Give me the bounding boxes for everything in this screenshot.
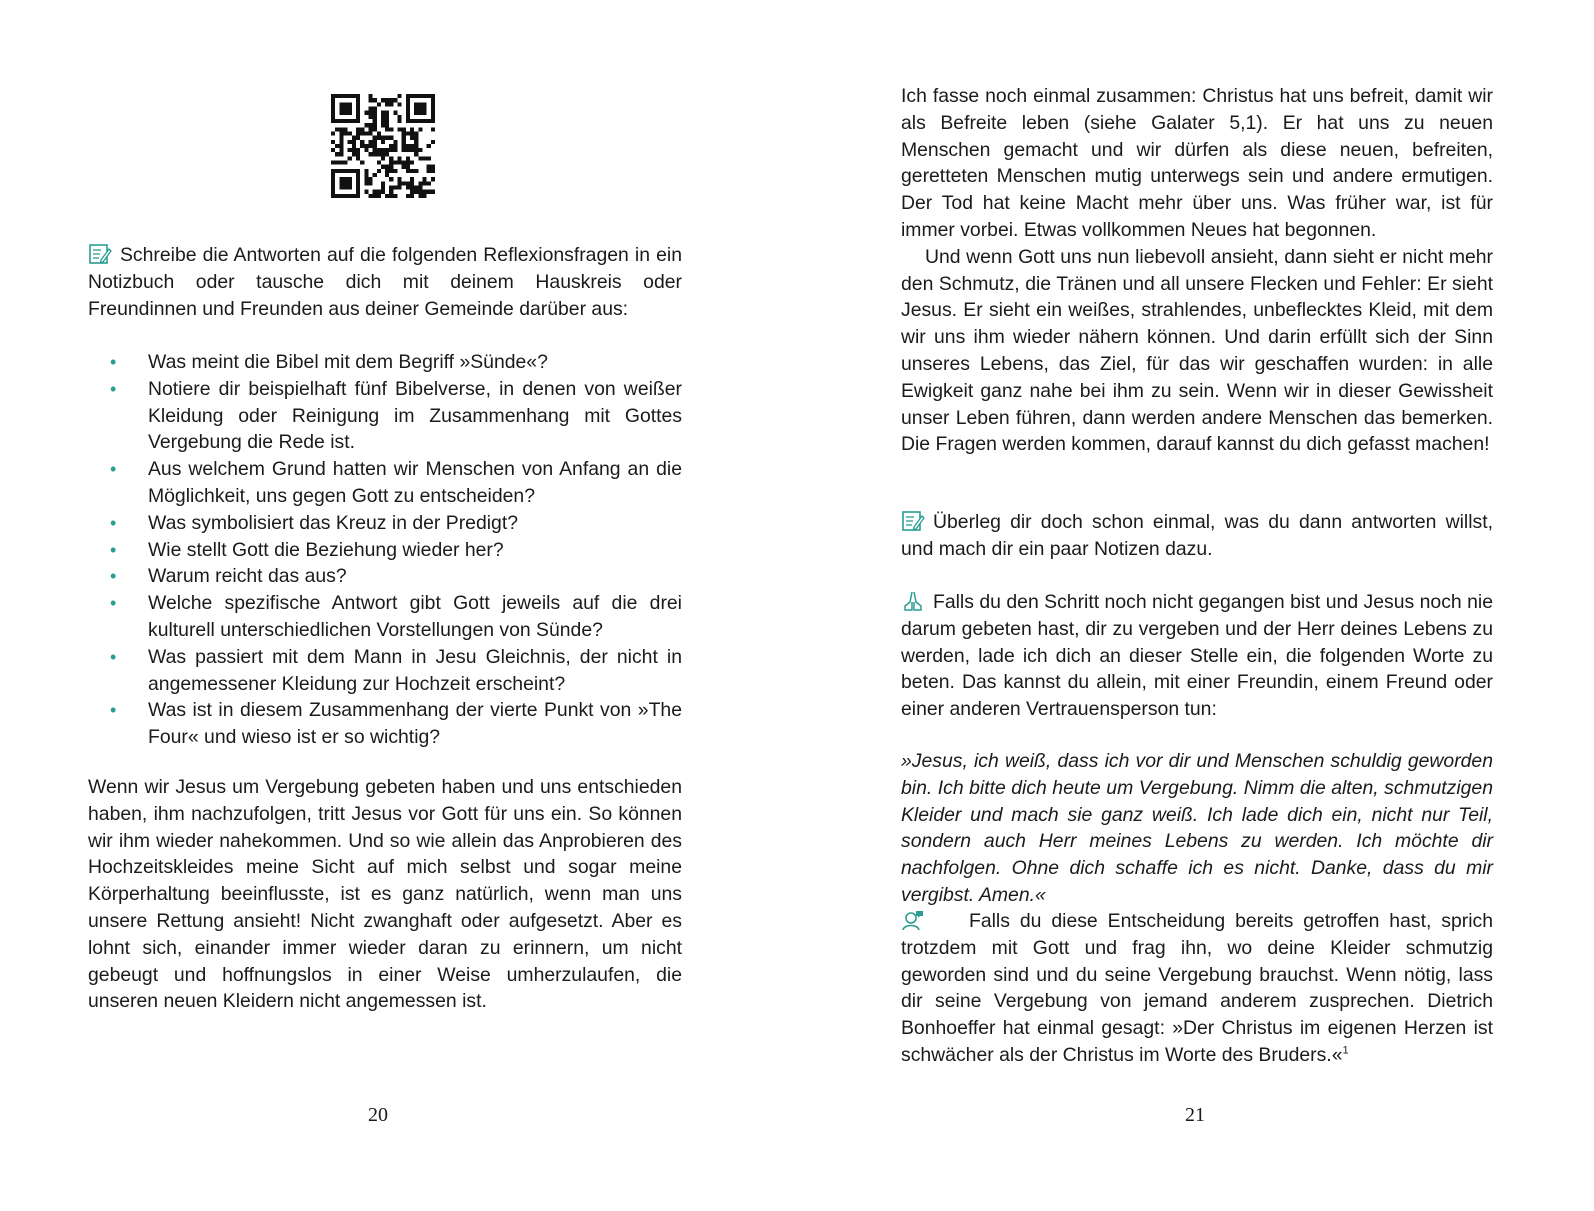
conversation-person-icon bbox=[901, 909, 925, 931]
question-list bbox=[88, 349, 682, 751]
bullet-dot-icon: • bbox=[110, 539, 117, 560]
question-text: Was ist in diesem Zusammenhang der vierte Punkt von »The Four« und wieso ist er so wichtig? bbox=[148, 699, 682, 749]
question-item bbox=[88, 510, 682, 537]
bullet-dot-icon: • bbox=[110, 459, 117, 480]
question-text: Was passiert mit dem Mann in Jesu Gleichnis, der nicht in angemessener Kleidung zur Hochzeit erscheint? bbox=[148, 645, 682, 695]
question-item bbox=[88, 537, 682, 564]
final-paragraph-block bbox=[901, 908, 1493, 1069]
prayer-text: »Jesus, ich weiß, dass ich vor dir und Menschen schuldig geworden bin. Ich bitte dich heute um Vergebung. Nimm die alten, schmutzigen Kleider und mach sie ganz weiß. Ich lade dich ein, nicht nur Teil, sondern auch Herr meines Lebens zu werden. Ich möchte dir nachfolgen. Ohne dich schaffe ich es nicht. Danke, dass du mir vergibst. Amen.« bbox=[901, 750, 1493, 906]
reflection-intro bbox=[88, 242, 682, 322]
note-prompt bbox=[901, 509, 1493, 563]
final-paragraph-text: Falls du diese Entscheidung bereits getroffen hast, sprich trotzdem mit Gott und frag ihn, wo deine Kleider schmutzig geworden sind und du seine Vergebung brauchst. Wenn nötig, lass dir seine Vergebung von jemand anderem zusprechen. Dietrich Bonhoeffer hat einmal gesagt: »Der Christus im eigenen Herzen ist schwächer als der Christus im Worte des Bruders.« bbox=[901, 910, 1493, 1066]
question-item bbox=[88, 563, 682, 590]
bullet-dot-icon: • bbox=[110, 700, 117, 721]
bullet-dot-icon: • bbox=[110, 512, 117, 533]
note-text: Überleg dir doch schon einmal, was du dann antworten willst, und mach dir ein paar Notizen dazu. bbox=[901, 511, 1493, 560]
body-paragraph-block bbox=[88, 774, 682, 1015]
bullet-dot-icon: • bbox=[110, 378, 117, 399]
question-text: Notiere dir beispielhaft fünf Bibelverse, in denen von weißer Kleidung oder Reinigung im Zusammenhang mit Gottes Vergebung die Rede ist. bbox=[148, 377, 682, 454]
note-pencil-icon bbox=[901, 510, 925, 532]
question-item bbox=[88, 456, 682, 510]
question-text: Warum reicht das aus? bbox=[148, 565, 347, 588]
praying-hands-icon bbox=[901, 590, 925, 612]
right-page bbox=[797, 0, 1594, 1211]
prayer-invitation bbox=[901, 589, 1493, 723]
note-pencil-icon bbox=[88, 243, 112, 265]
summary-paragraph-1: Ich fasse noch einmal zusammen: Christus hat uns befreit, damit wir als Befreite leben (siehe Galater 5,1). Er hat uns zu neuen Menschen gemacht und wir dürfen als diese neuen, befreiten, geretteten Menschen mutig unterwegs sein und andere ermutigen. Der Tod hat keine Macht mehr über uns. Was früher war, ist für immer vorbei. Etwas vollkommen Neues hat begonnen. bbox=[901, 85, 1493, 241]
prayer-block bbox=[901, 748, 1493, 909]
summary-paragraph-2: Und wenn Gott uns nun liebevoll ansieht, dann sieht er nicht mehr den Schmutz, die Tränen und all unsere Flecken und Fehler: Er sieht Jesus. Er sieht ein weißes, strahlendes, unbeflecktes Kleid, mit dem wir uns ihm wieder nähern können. Und darin erfüllt sich der Sinn unseres Lebens, das Ziel, für das wir geschaffen wurden: in alle Ewigkeit ganz nahe bei ihm zu sein. Wenn wir in dieser Gewissheit unser Leben führen, dann werden andere Menschen das bemerken. Die Fragen werden kommen, darauf kannst du dich gefasst machen! bbox=[901, 245, 1493, 456]
bullet-dot-icon: • bbox=[110, 593, 117, 614]
question-text: Aus welchem Grund hatten wir Menschen von Anfang an die Möglichkeit, uns gegen Gott zu entscheiden? bbox=[148, 458, 682, 507]
bullet-dot-icon: • bbox=[110, 566, 117, 587]
bullet-dot-icon: • bbox=[110, 352, 117, 372]
page-number-left: 20 bbox=[368, 1104, 388, 1126]
question-list-container bbox=[88, 349, 682, 751]
question-item bbox=[88, 644, 682, 698]
question-text: Was symbolisiert das Kreuz in der Predigt? bbox=[148, 511, 519, 534]
page-number-right: 21 bbox=[1185, 1104, 1205, 1126]
prayer-intro-text: Falls du den Schritt noch nicht gegangen bist und Jesus noch nie darum gebeten hast, dir zu vergeben und der Herr deines Lebens zu werden, lade ich dich an dieser Stelle ein, die folgenden Worte zu beten. Das kannst du allein, mit einer Freundin, einem Freund oder einer anderen Vertrauensperson tun: bbox=[901, 591, 1493, 721]
qr-code-icon[interactable] bbox=[331, 94, 435, 198]
question-text: Was meint die Bibel mit dem Begriff »Sünde«? bbox=[148, 351, 548, 373]
footnote-marker[interactable]: 1 bbox=[1342, 1044, 1349, 1057]
body-paragraph: Wenn wir Jesus um Vergebung gebeten haben und uns entschieden haben, ihm nachzufolgen, tritt Jesus vor Gott für uns ein. So können wir ihm wieder nahekommen. Und so wie allein das Anprobieren des Hochzeitskleides meine Sicht auf mich selbst und sogar meine Körperhaltung beeinflusste, ist es ganz natürlich, wenn man uns unsere Rettung ansieht! Nicht zwanghaft oder aufgesetzt. Aber es lohnt sich, einander immer wieder daran zu erinnern, um nicht gebeugt und hoffnungslos in einer Weise umherzulaufen, die unseren neuen Kleidern nicht angemessen ist. bbox=[88, 776, 682, 1013]
summary-paragraphs bbox=[901, 83, 1493, 458]
bullet-dot-icon: • bbox=[110, 646, 117, 667]
qr-code-graphic bbox=[331, 94, 435, 198]
intro-text: Schreibe die Antworten auf die folgenden Reflexionsfragen in ein Notizbuch oder tausche dich mit deinem Hauskreis oder Freundinnen und Freunden aus deiner Gemeinde darüber aus: bbox=[88, 244, 682, 320]
question-item bbox=[88, 349, 682, 376]
question-item bbox=[88, 376, 682, 456]
question-text: Welche spezifische Antwort gibt Gott jeweils auf die drei kulturell unterschiedlichen Vorstellungen von Sünde? bbox=[148, 592, 682, 641]
question-item bbox=[88, 697, 682, 751]
question-text: Wie stellt Gott die Beziehung wieder her? bbox=[148, 538, 504, 561]
question-item bbox=[88, 590, 682, 644]
